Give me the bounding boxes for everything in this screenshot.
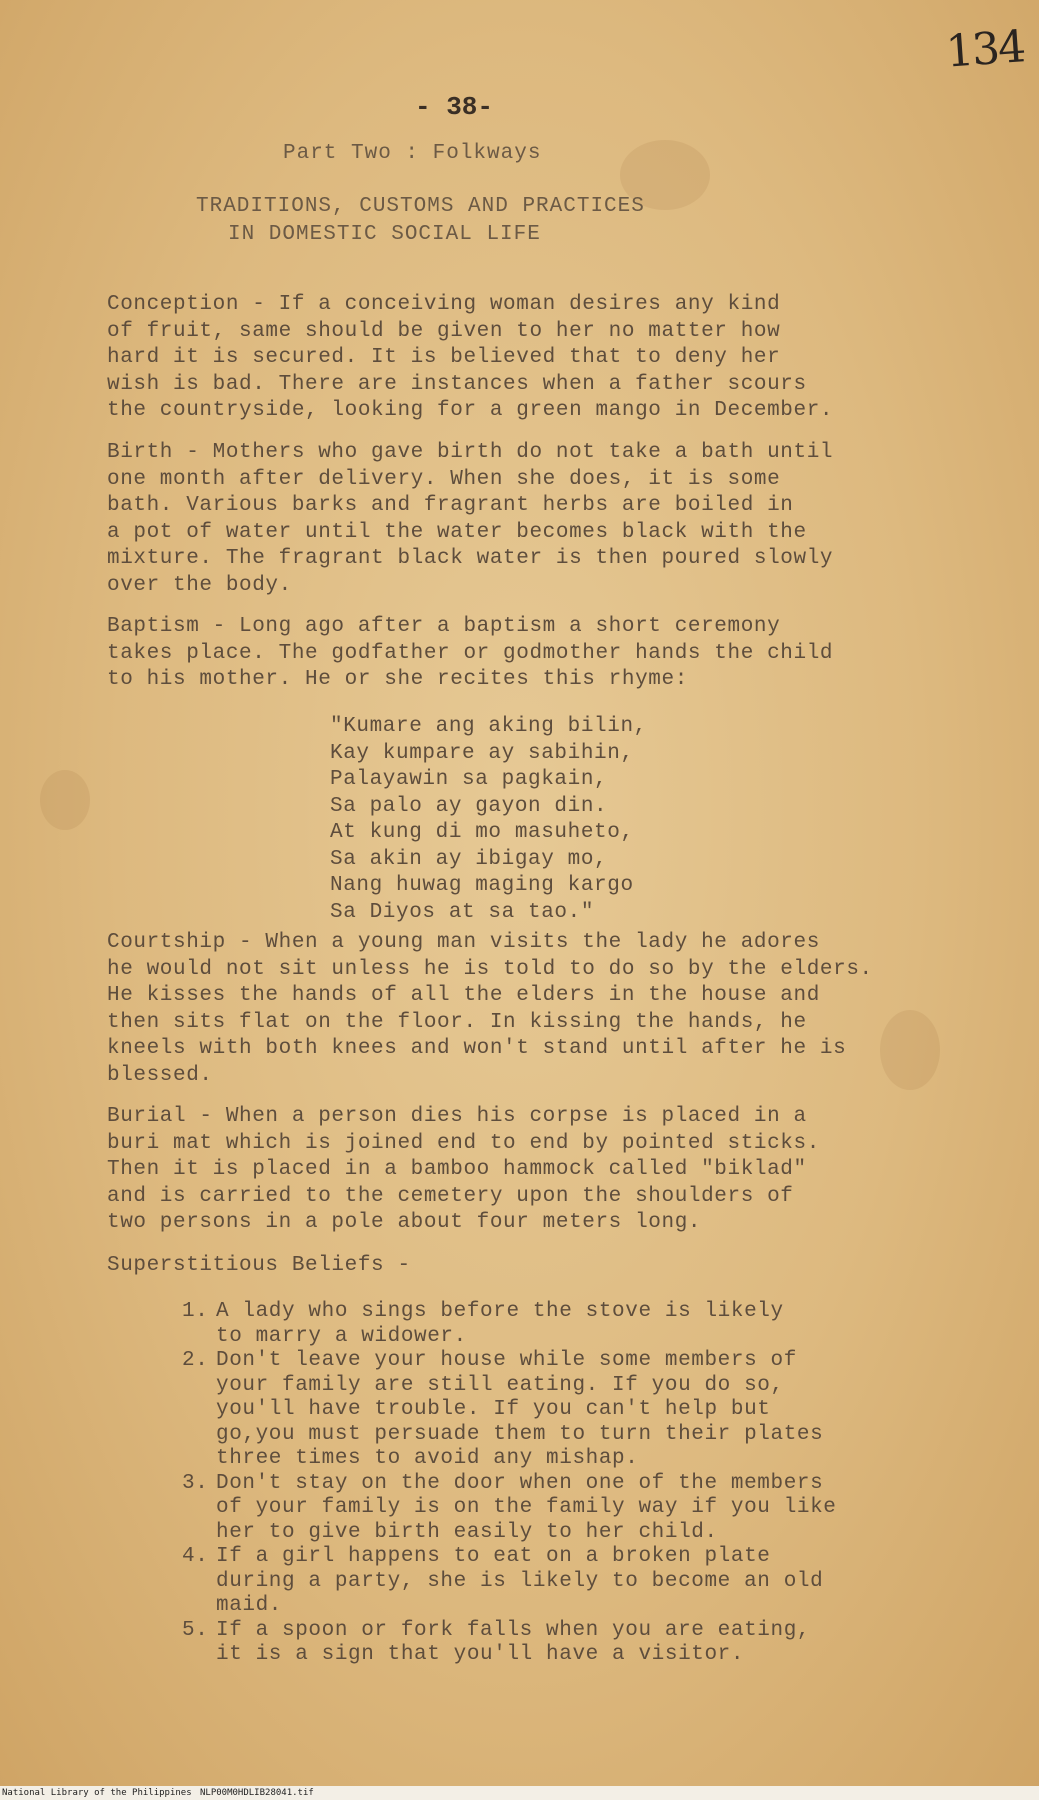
list-item xyxy=(182,1619,837,1668)
list-item-number: 4. xyxy=(182,1545,209,1568)
footer-filename: NLP00M0HDLIB28041.tif xyxy=(200,1788,314,1798)
paragraph-courtship: Courtship - When a young man visits the lady he adores he would not sit unless he is told to do so by the elders. He kisses the hands of all the elders in the house and then sits flat on the floor. In kissing the hands, he kneels with both knees and won't stand until after he is blessed. xyxy=(107,931,873,1087)
list-item-text: Don't stay on the door when one of the members of your family is on the family way if you like her to give birth easily to her child. xyxy=(216,1471,837,1544)
paragraph-conception: Conception - If a conceiving woman desires any kind of fruit, same should be given to her no matter how hard it is secured. It is believed that to deny her wish is bad. There are instances when a father scours the countryside, looking for a green mango in December. xyxy=(107,293,834,422)
list-item-text: A lady who sings before the stove is likely to marry a widower. xyxy=(216,1300,784,1348)
list-item-text: Don't leave your house while some members of your family are still eating. If you do so, you'll have trouble. If you can't help but go,you must persuade them to turn their plates three times to avoid any mishap. xyxy=(216,1349,824,1470)
section-title-line-2: IN DOMESTIC SOCIAL LIFE xyxy=(228,223,541,246)
footer-library-name: National Library of the Philippines xyxy=(2,1788,192,1798)
list-item-number: 1. xyxy=(182,1300,209,1323)
paragraph-burial: Burial - When a person dies his corpse is placed in a buri mat which is joined end to end by pointed sticks. Then it is placed in a bamboo hammock called "biklad" and is carried to the cemetery upon the shoulders of two persons in a pole about four meters long. xyxy=(107,1105,820,1234)
list-item-number: 2. xyxy=(182,1349,209,1372)
list-item-text: If a spoon or fork falls when you are eating, it is a sign that you'll have a visitor. xyxy=(216,1618,811,1666)
paragraph-birth: Birth - Mothers who gave birth do not take a bath until one month after delivery. When she does, it is some bath. Various barks and fragrant herbs are boiled in a pot of water until the water becomes black with the mixture. The fragrant black water is then poured slowly over the body. xyxy=(107,441,834,597)
baptism-rhyme: "Kumare ang aking bilin, Kay kumpare ay sabihin, Palayawin sa pagkain, Sa palo ay gayon din. At kung di mo masuheto, Sa akin ay ibigay mo, Nang huwag maging kargo Sa Diyos at sa tao." xyxy=(330,715,647,924)
list-item-number: 5. xyxy=(182,1618,209,1642)
list-item xyxy=(182,1349,837,1472)
beliefs-list xyxy=(182,1300,837,1668)
section-title-line-1: TRADITIONS, CUSTOMS AND PRACTICES xyxy=(196,195,645,218)
list-item-number: 3. xyxy=(182,1471,209,1495)
superstitions-heading: Superstitious Beliefs - xyxy=(107,1254,411,1277)
page-number: - 38- xyxy=(415,92,494,122)
list-item xyxy=(182,1300,837,1349)
handwritten-page-number: 134 xyxy=(944,21,1026,78)
list-item xyxy=(182,1472,837,1546)
section-title xyxy=(196,193,645,249)
footer-bar xyxy=(0,1786,1039,1800)
part-title: Part Two : Folkways xyxy=(283,142,542,165)
list-item xyxy=(182,1545,837,1619)
paragraph-baptism: Baptism - Long ago after a baptism a short ceremony takes place. The godfather or godmother hands the child to his mother. He or she recites this rhyme: xyxy=(107,615,834,691)
list-item-text: If a girl happens to eat on a broken plate during a party, she is likely to become an old maid. xyxy=(216,1545,824,1617)
